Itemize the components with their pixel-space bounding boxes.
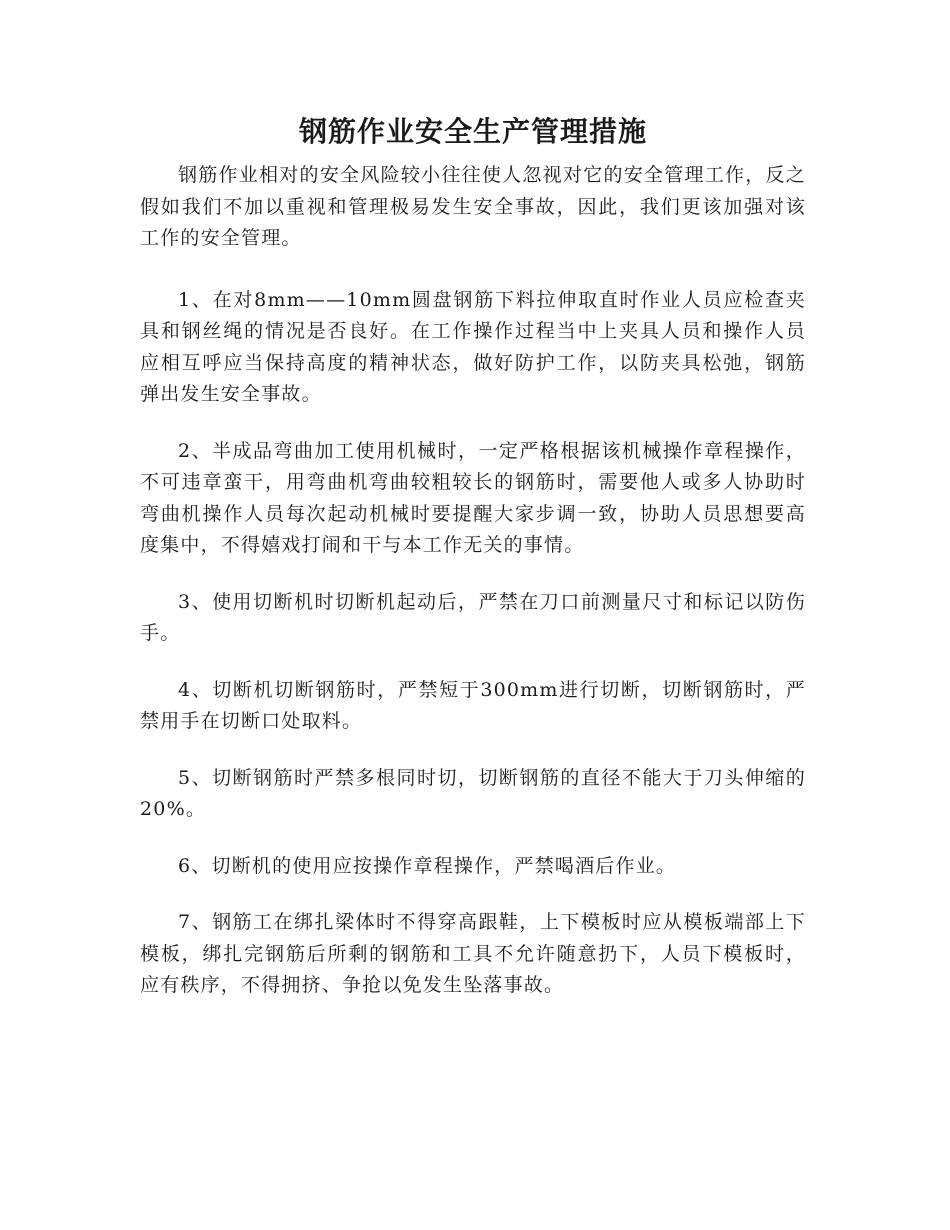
measure-item-4: 4、切断机切断钢筋时，严禁短于300mm进行切断，切断钢筋时，严禁用手在切断口处取料。 xyxy=(140,678,806,732)
measure-item-5: 5、切断钢筋时严禁多根同时切，切断钢筋的直径不能大于刀头伸缩的20%。 xyxy=(140,766,806,820)
measure-item-3: 3、使用切断机时切断机起动后，严禁在刀口前测量尺寸和标记以防伤手。 xyxy=(140,590,806,644)
intro-paragraph: 钢筋作业相对的安全风险较小往往使人忽视对它的安全管理工作，反之假如我们不加以重视和管理极易发生安全事故，因此，我们更该加强对该工作的安全管理。 xyxy=(140,164,806,249)
document-page xyxy=(140,108,806,1027)
measure-item-6: 6、切断机的使用应按操作章程操作，严禁喝酒后作业。 xyxy=(178,854,677,877)
measure-item-1: 1、在对8mm——10mm圆盘钢筋下料拉伸取直时作业人员应检查夹具和钢丝绳的情况是否良好。在工作操作过程当中上夹具人员和操作人员应相互呼应当保持高度的精神状态，做好防护工作，以防夹具松弛，钢筋弹出发生安全事故。 xyxy=(140,288,806,405)
measure-item-2: 2、半成品弯曲加工使用机械时，一定严格根据该机械操作章程操作，不可违章蛮干，用弯曲机弯曲较粗较长的钢筋时，需要他人或多人协助时弯曲机操作人员每次起动机械时要提醒大家步调一致，协助人员思想要高度集中，不得嬉戏打闹和干与本工作无关的事情。 xyxy=(140,439,806,556)
document-title: 钢筋作业安全生产管理措施 xyxy=(298,115,647,148)
measure-item-7: 7、钢筋工在绑扎梁体时不得穿高跟鞋，上下模板时应从模板端部上下模板，绑扎完钢筋后所剩的钢筋和工具不允许随意扔下，人员下模板时，应有秩序，不得拥挤、争抢以免发生坠落事故。 xyxy=(140,911,806,996)
